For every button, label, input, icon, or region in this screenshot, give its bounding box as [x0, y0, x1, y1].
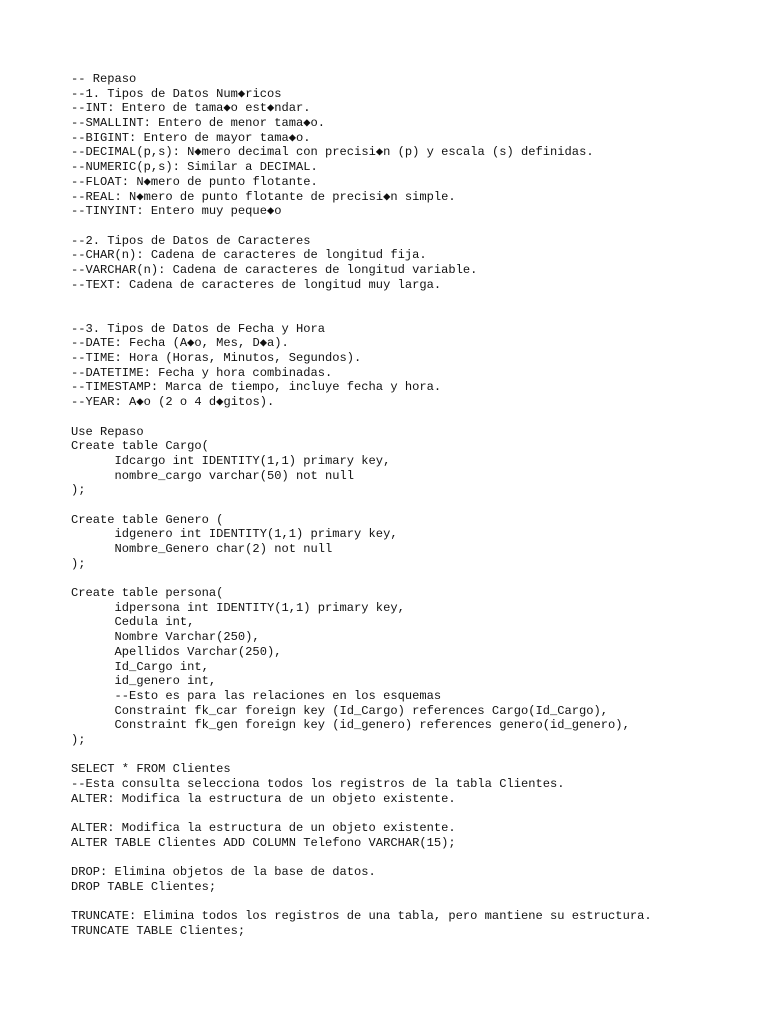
text-line: --Esta consulta selecciona todos los registros de la tabla Clientes.	[71, 777, 565, 791]
text-line: ALTER: Modifica la estructura de un objeto existente.	[71, 791, 456, 806]
text-line: Create table Genero (	[71, 512, 224, 527]
text-line: SELECT * FROM Clientes	[71, 762, 231, 777]
blank-line	[71, 498, 761, 513]
text-line: --DECIMAL(p,s): N◆mero decimal con precisi◆n (p) y escala (s) definidas.	[71, 145, 594, 160]
text-line: ALTER TABLE Clientes ADD COLUMN Telefono VARCHAR(15);	[71, 835, 456, 850]
blank-line	[71, 571, 761, 586]
text-line: --VARCHAR(n): Cadena de caracteres de longitud variable.	[71, 262, 478, 277]
text-line: Constraint fk_car foreign key (Id_Cargo) references Cargo(Id_Cargo),	[71, 703, 609, 718]
text-line: idpersona int IDENTITY(1,1) primary key,	[71, 600, 405, 615]
text-line: --3. Tipos de Datos de Fecha y Hora	[71, 321, 326, 336]
blank-line	[71, 748, 761, 763]
document-page	[71, 72, 761, 939]
text-line: id_genero int,	[71, 674, 217, 689]
text-line: Idcargo int IDENTITY(1,1) primary key,	[71, 453, 391, 468]
text-line: );	[71, 556, 86, 571]
text-line: ALTER: Modifica la estructura de un objeto existente.	[71, 821, 456, 836]
text-line: Apellidos Varchar(250),	[71, 644, 282, 659]
text-line: --TIMESTAMP: Marca de tiempo, incluye fecha y hora.	[71, 380, 442, 395]
blank-line	[71, 806, 761, 821]
text-line: --TEXT: Cadena de caracteres de longitud muy larga.	[71, 277, 442, 292]
text-line: idgenero int IDENTITY(1,1) primary key,	[71, 527, 398, 542]
text-line: Id_Cargo int,	[71, 659, 209, 674]
text-line: --NUMERIC(p,s): Similar a DECIMAL.	[71, 160, 318, 175]
text-line: --FLOAT: N◆mero de punto flotante.	[71, 174, 318, 189]
text-line: Create table persona(	[71, 586, 224, 601]
text-line: Use Repaso	[71, 424, 144, 439]
text-line: TRUNCATE: Elimina todos los registros de una tabla, pero mantiene su estructura.	[71, 909, 652, 924]
text-line: --DATE: Fecha (A◆o, Mes, D◆a).	[71, 336, 289, 351]
text-line: );	[71, 483, 86, 498]
blank-line	[71, 895, 761, 910]
text-line: nombre_cargo varchar(50) not null	[71, 468, 355, 483]
text-line: --CHAR(n): Cadena de caracteres de longitud fija.	[71, 248, 427, 263]
text-line: --DATETIME: Fecha y hora combinadas.	[71, 365, 333, 380]
blank-line	[71, 292, 761, 307]
blank-line	[71, 410, 761, 425]
text-line: --Esto es para las relaciones en los esquemas	[71, 688, 442, 703]
text-line: --2. Tipos de Datos de Caracteres	[71, 233, 311, 248]
text-line: Nombre Varchar(250),	[71, 630, 260, 645]
text-line: DROP: Elimina objetos de la base de datos.	[71, 865, 376, 880]
text-line: -- Repaso	[71, 72, 137, 86]
blank-line	[71, 307, 761, 322]
text-line: DROP TABLE Clientes;	[71, 879, 217, 894]
text-line: --REAL: N◆mero de punto flotante de precisi◆n simple.	[71, 189, 456, 204]
text-line: --YEAR: A◆o (2 o 4 d◆gitos).	[71, 395, 275, 410]
text-line: --1. Tipos de Datos Num◆ricos	[71, 86, 282, 101]
text-line: Constraint fk_gen foreign key (id_genero) references genero(id_genero),	[71, 718, 630, 733]
blank-line	[71, 850, 761, 865]
text-line: Create table Cargo(	[71, 439, 209, 454]
text-line: );	[71, 732, 86, 747]
blank-line	[71, 219, 761, 234]
text-line: --SMALLINT: Entero de menor tama◆o.	[71, 116, 326, 131]
text-line: --INT: Entero de tama◆o est◆ndar.	[71, 101, 311, 116]
text-line: --TIME: Hora (Horas, Minutos, Segundos).	[71, 351, 362, 366]
text-line: --TINYINT: Entero muy peque◆o	[71, 204, 282, 219]
text-line: Nombre_Genero char(2) not null	[71, 542, 333, 556]
text-line: --BIGINT: Entero de mayor tama◆o.	[71, 130, 311, 145]
text-line: TRUNCATE TABLE Clientes;	[71, 923, 246, 938]
text-line: Cedula int,	[71, 615, 195, 630]
